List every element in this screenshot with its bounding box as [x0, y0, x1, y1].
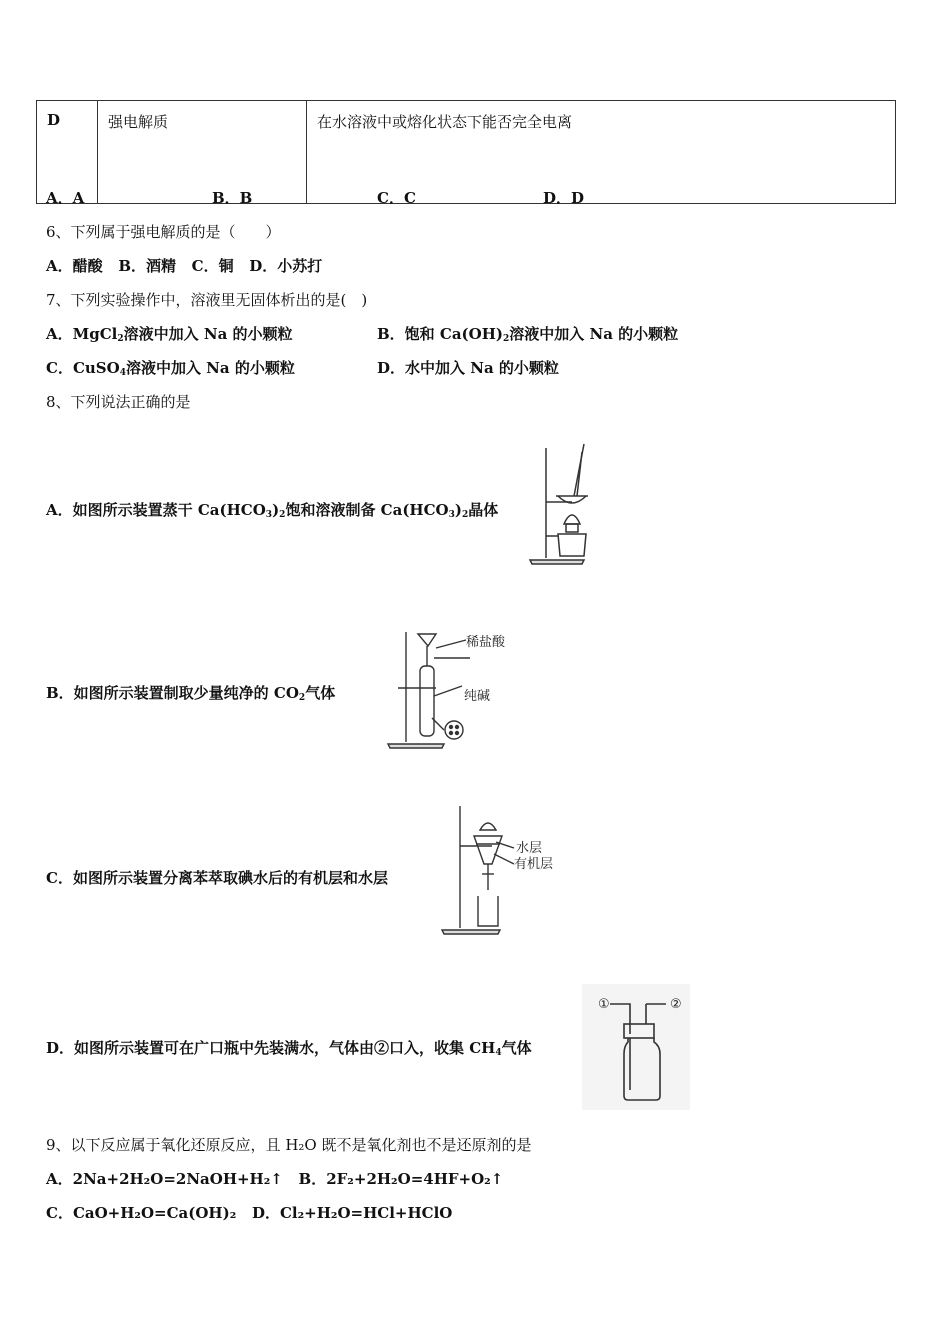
q6-option-a: A．醋酸	[46, 257, 103, 275]
q9-stem: 9、以下反应属于氧化还原反应，且 H₂O 既不是氧化剂也不是还原剂的是	[46, 1136, 532, 1154]
table-row	[37, 101, 896, 204]
q8-option-c: C．如图所示装置分离苯萃取碘水后的有机层和水层	[46, 869, 388, 887]
label-soda-ash: 纯碱	[464, 689, 491, 704]
gas-collection-bottle-figure	[582, 984, 690, 1110]
q6-option-d: D．小苏打	[249, 257, 323, 275]
q5-option-c: C．C	[377, 189, 416, 207]
evaporation-apparatus-figure	[522, 440, 592, 568]
q6-options	[46, 256, 322, 276]
q6-option-b: B．酒精	[118, 257, 176, 275]
q9-options-row1	[46, 1169, 503, 1189]
label-water-layer: 水层	[516, 841, 543, 856]
q8-option-b: B．如图所示装置制取少量纯净的 $CO_2$气体	[46, 684, 336, 703]
label-port-1: ①	[598, 997, 610, 1012]
q7-option-d: D．水中加入 Na 的小颗粒	[377, 359, 559, 377]
row-letter: D	[37, 101, 98, 204]
q6-option-c: C．铜	[191, 257, 234, 275]
q7-option-b: B．饱和 $Ca(OH)_2$溶液中加入 Na 的小颗粒	[377, 325, 679, 344]
q6-stem: 6、下列属于强电解质的是（ ）	[46, 223, 281, 241]
label-port-2: ②	[670, 997, 682, 1012]
label-dilute-hcl: 稀盐酸	[466, 635, 506, 650]
q5-option-a: A．A	[46, 189, 85, 207]
q9-option-c: C．CaO+H₂O=Ca(OH)₂	[46, 1204, 237, 1222]
q8-option-d: D．如图所示装置可在广口瓶中先装满水，气体由②口入，收集 $CH_4$气体	[46, 1039, 532, 1058]
q9-options-row2	[46, 1203, 452, 1223]
q9-option-b: B．2F₂+2H₂O=4HF+O₂↑	[298, 1170, 504, 1188]
q9-option-a: A．2Na+2H₂O=2NaOH+H₂↑	[46, 1170, 283, 1188]
q8-stem: 8、下列说法正确的是	[46, 393, 191, 411]
separatory-funnel-figure	[436, 800, 566, 938]
q7-option-c: C．CuSO$_4$溶液中加入 Na 的小颗粒	[46, 359, 295, 378]
row-basis: 在水溶液中或熔化状态下能否完全电离	[307, 101, 896, 204]
q5-option-d: D．D	[543, 189, 585, 207]
q7-option-a: A．MgCl$_2$溶液中加入 Na 的小颗粒	[46, 325, 293, 344]
q7-stem: 7、下列实验操作中，溶液里无固体析出的是( )	[46, 291, 368, 309]
classification-table	[36, 100, 896, 204]
co2-generation-figure	[380, 626, 510, 750]
row-category: 强电解质	[98, 101, 307, 204]
label-organic-layer: 有机层	[514, 857, 554, 872]
q9-option-d: D．Cl₂+H₂O=HCl+HClO	[251, 1204, 453, 1222]
q8-option-a: A．如图所示装置蒸干 $Ca(HCO_3)_2$饱和溶液制备 $Ca(HCO_3)_2$晶体	[46, 501, 499, 520]
q5-option-b: B．B	[212, 189, 253, 207]
